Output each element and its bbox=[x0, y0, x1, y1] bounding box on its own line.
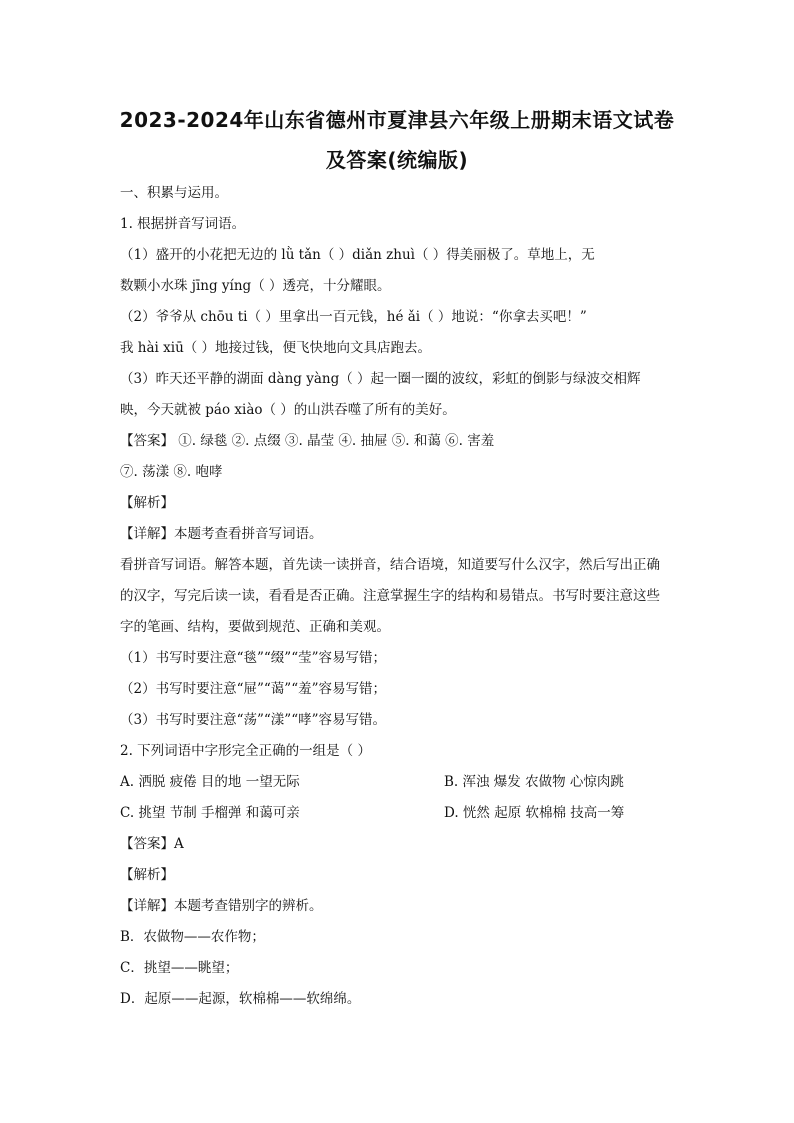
option-b: B. 浑浊 爆发 农做物 心惊肉跳 bbox=[444, 774, 624, 790]
analysis-label-1: 【解析】 bbox=[120, 495, 174, 511]
answer-2: 【答案】A bbox=[120, 836, 184, 852]
detail-1-note-1: （1）书写时要注意“毯”“缀”“莹”容易写错； bbox=[120, 650, 386, 666]
detail-2-line-b: B．农做物——农作物； bbox=[120, 929, 265, 945]
detail-1-para-line-2: 的汉字，写完后读一读，看看是否正确。注意掌握生字的结构和易错点。书写时要注意这些 bbox=[120, 588, 660, 604]
detail-2-line-c: C．挑望——眺望； bbox=[120, 960, 239, 976]
answer-1-line-1: 【答案】 ①. 绿毯 ②. 点缀 ③. 晶莹 ④. 抽屉 ⑤. 和蔼 ⑥. 害羞 bbox=[120, 433, 495, 449]
analysis-label-2: 【解析】 bbox=[120, 867, 174, 883]
question-1-item-1-cont: 数颗小水珠 jīng yíng（ ）透亮，十分耀眼。 bbox=[120, 278, 391, 294]
detail-1-intro: 【详解】本题考查看拼音写词语。 bbox=[120, 526, 323, 542]
question-2-prompt: 2. 下列词语中字形完全正确的一组是（ ） bbox=[120, 743, 371, 759]
detail-1-para-line-1: 看拼音写词语。解答本题，首先读一读拼音，结合语境，知道要写什么汉字，然后写出正确 bbox=[120, 557, 660, 573]
question-1-item-1: （1）盛开的小花把无边的 lǜ tǎn（ ）diǎn zhuì（ ）得美丽极了。草地上，无 bbox=[120, 247, 595, 263]
detail-2-line-d: D．起原——起源，软棉棉——软绵绵。 bbox=[120, 991, 361, 1007]
option-a: A. 洒脱 疲倦 目的地 一望无际 bbox=[120, 774, 300, 790]
answer-1-line-2: ⑦. 荡漾 ⑧. 咆哮 bbox=[120, 464, 223, 480]
question-1-prompt: 1. 根据拼音写词语。 bbox=[120, 216, 246, 232]
question-1-item-2-cont: 我 hài xiū（ ）地接过钱，便飞快地向文具店跑去。 bbox=[120, 340, 432, 356]
detail-2-intro: 【详解】本题考查错别字的辨析。 bbox=[120, 898, 323, 914]
detail-1-note-3: （3）书写时要注意“荡”“漾”“哮”容易写错。 bbox=[120, 712, 386, 728]
document-title-line-2: 及答案(统编版) bbox=[325, 148, 469, 172]
question-1-item-2: （2）爷爷从 chōu ti（ ）里拿出一百元钱，hé ǎi（ ）地说：“你拿去买吧！” bbox=[120, 309, 587, 325]
section-heading: 一、积累与运用。 bbox=[120, 185, 228, 201]
detail-1-para-line-3: 字的笔画、结构，要做到规范、正确和美观。 bbox=[120, 619, 390, 635]
option-d: D. 恍然 起原 软棉棉 技高一筹 bbox=[444, 805, 625, 821]
question-1-item-3: （3）昨天还平静的湖面 dàng yàng（ ）起一圈一圈的波纹，彩虹的倒影与绿波交相辉 bbox=[120, 371, 641, 387]
document-title-line-1: 2023-2024年山东省德州市夏津县六年级上册期末语文试卷 bbox=[119, 108, 675, 132]
question-1-item-3-cont: 映，今天就被 páo xiào（ ）的山洪吞噬了所有的美好。 bbox=[120, 402, 456, 418]
option-c: C. 挑望 节制 手榴弹 和蔼可亲 bbox=[120, 805, 300, 821]
detail-1-note-2: （2）书写时要注意“屉”“蔼”“羞”容易写错； bbox=[120, 681, 386, 697]
